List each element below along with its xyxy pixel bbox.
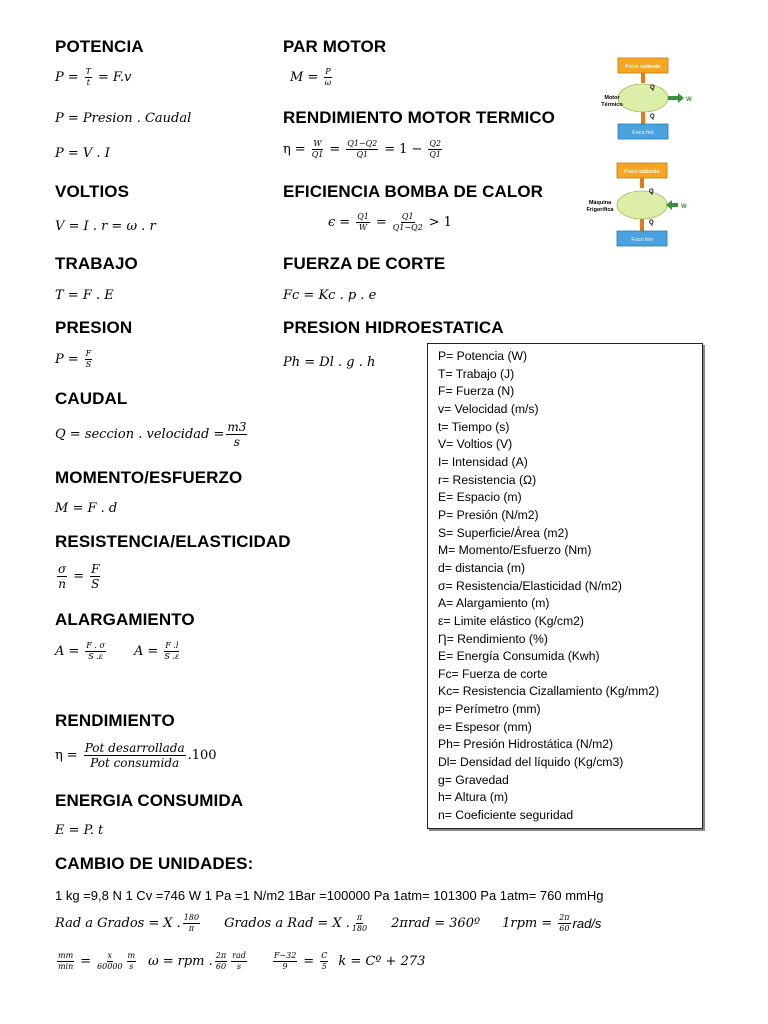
heading-presion: PRESION — [55, 318, 133, 337]
formula-fuerza-corte: Fc = Kc . p . e — [283, 288, 377, 303]
formula-momento: M = F . d — [55, 501, 118, 516]
motor-q1-arrow — [641, 73, 645, 83]
motor-termico-diagram — [590, 55, 705, 150]
formula-alargamiento: A = $\frac{F . \sigma}{S .\varepsilon}$ A = $\frac{F .l}{S .\varepsilon}$ — [55, 641, 180, 661]
motor-q1-label: Q — [650, 85, 655, 91]
formula-energia: E = P. t — [55, 823, 104, 838]
legend-item: P= Presión (N/m2) — [438, 507, 539, 522]
legend-item: A= Alargamiento (m) — [438, 596, 550, 611]
motor-label-1: Motor — [604, 95, 620, 101]
legend-item: Ph= Presión Hidrostática (N/m2) — [438, 737, 614, 752]
frig-w-arrow — [666, 200, 678, 210]
formula-potencia-trabajo: P = $\frac{T}{t}$ = F.v — [55, 67, 132, 87]
legend-item: Dl= Densidad del líquido (Kg/cm3) — [438, 755, 624, 770]
heading-cambio-unidades: CAMBIO DE UNIDADES: — [55, 854, 254, 873]
legend-item: ε= Limite elástico (Kg/cm2) — [438, 613, 584, 628]
heading-momento: MOMENTO/ESFUERZO — [55, 468, 243, 487]
legend-item: σ= Resistencia/Elasticidad (N/m2) — [438, 578, 622, 593]
legend-item: n= Coeficiente seguridad — [438, 808, 574, 823]
heading-rendimiento: RENDIMIENTO — [55, 711, 175, 730]
frig-w-label: W — [681, 204, 687, 210]
formula-potencia-caudal: P = Presion . Caudal — [55, 111, 192, 126]
heading-trabajo: TRABAJO — [55, 254, 138, 273]
heading-par-motor: PAR MOTOR — [283, 37, 387, 56]
legend-item: P= Potencia (W) — [438, 349, 528, 363]
legend-item: E= Espacio (m) — [438, 490, 522, 505]
heading-fuerza-corte: FUERZA DE CORTE — [283, 254, 446, 273]
heading-eficiencia-bomba: EFICIENCIA BOMBA DE CALOR — [283, 182, 544, 201]
formula-voltios: V = I . r = ω . r — [55, 219, 156, 234]
legend-item: h= Altura (m) — [438, 790, 509, 805]
frig-cold-label: Foco frio — [631, 237, 653, 243]
heading-alargamiento: ALARGAMIENTO — [55, 610, 195, 629]
frig-label-2: Frigorífica — [586, 207, 614, 213]
formula-velocidades: mm min = $\frac{x}{60000}$ m s ω = rpm . $\frac{2\pi}{60}$ rad s $\frac{F-32}{9}$ = $\frac{C}{5}$ k = Cº + 273 — [57, 951, 426, 971]
maquina-frigorifica-diagram — [584, 160, 704, 255]
frig-ellipse — [617, 191, 667, 219]
heading-rendimiento-motor: RENDIMIENTO MOTOR TERMICO — [283, 108, 555, 127]
heading-resistencia: RESISTENCIA/ELASTICIDAD — [55, 532, 291, 551]
formula-resistencia: $\frac{\sigma}{n}$ = $\frac{F}{S}$ — [58, 562, 100, 591]
legend-item: E= Energía Consumida (Kwh) — [438, 649, 600, 664]
legend-item: S= Superficie/Área (m2) — [438, 525, 569, 540]
legend-item: r= Resistencia (Ω) — [438, 472, 537, 487]
motor-hot-label: Foco caliente — [625, 64, 661, 70]
frig-hot-label: Foco caliente — [624, 169, 660, 175]
motor-q2-label: Q — [650, 114, 655, 120]
legend-item: d= distancia (m) — [438, 560, 526, 575]
heading-energia: ENERGIA CONSUMIDA — [55, 791, 244, 810]
formula-rad-grados: Rad a Grados = X . $\frac{180}{\pi}$ Grados a Rad = X . $\frac{\pi}{180}$ 2 πrad = 360º 1 rpm = $\frac{2\pi}{60}$ rad/s — [55, 913, 602, 933]
formula-rendimiento-motor: η = $\frac{W}{Q1}$ = $\frac{Q1-Q2}{Q1}$ = 1 − $\frac{Q2}{Q1}$ — [283, 139, 442, 159]
legend-box — [427, 343, 703, 829]
motor-label-2: Térmico — [601, 102, 623, 108]
legend-item: F= Fuerza (N) — [438, 384, 515, 399]
formula-trabajo: T = F . E — [55, 288, 114, 303]
legend-item: T= Trabajo (J) — [438, 366, 515, 381]
caudal-lhs: Q = seccion . velocidad = — [55, 427, 225, 442]
heading-potencia: POTENCIA — [55, 37, 144, 56]
formula-presion-hidro: Ph = Dl . g . h — [283, 355, 376, 370]
legend-item: e= Espesor (mm) — [438, 719, 532, 734]
motor-w-label: W — [686, 97, 692, 103]
legend-item: v= Velocidad (m/s) — [438, 401, 539, 416]
formula-eficiencia: ϵ = $\frac{Q1}{W}$ = $\frac{Q1}{Q1-Q2}$ > 1 — [328, 212, 452, 232]
legend-item: Ƞ= Rendimiento (%) — [438, 631, 548, 646]
legend-item: Fc= Fuerza de corte — [438, 666, 548, 681]
frig-q2-label: Q — [649, 220, 654, 226]
legend-item: p= Perímetro (mm) — [438, 702, 541, 717]
frig-label-1: Máquina — [588, 200, 612, 206]
legend-item: V= Voltios (V) — [438, 437, 513, 452]
heading-voltios: VOLTIOS — [55, 182, 130, 201]
motor-w-arrow — [668, 93, 684, 103]
motor-ellipse — [618, 84, 668, 112]
rend-tail: .100 — [187, 748, 217, 763]
formula-potencia-voltios: P = V . I — [55, 146, 110, 161]
legend-item: t= Tiempo (s) — [438, 419, 510, 434]
frig-q1-arrow — [640, 178, 644, 188]
units-line: 1 kg =9,8 N 1 Cv =746 W 1 Pa =1 N/m2 1Bar =100000 Pa 1atm= 101300 Pa 1atm= 760 mmHg — [55, 888, 604, 903]
heading-presion-hidro: PRESION HIDROESTATICA — [283, 318, 504, 337]
frig-q1-label: Q — [649, 189, 654, 195]
formula-rendimiento: η = Pot desarrollada Pot consumida .100 — [55, 741, 217, 770]
heading-caudal: CAUDAL — [55, 389, 128, 408]
frig-q2-arrow — [640, 219, 644, 231]
motor-cold-label: Foco frio — [632, 130, 654, 136]
kelvin-formula: k = Cº + 273 — [338, 954, 426, 969]
rend-num: Pot desarrollada — [84, 741, 185, 755]
formula-presion: P = $\frac{F}{S}$ — [55, 349, 92, 369]
rend-den: Pot consumida — [90, 756, 180, 770]
motor-q2-arrow — [641, 112, 645, 124]
formula-caudal: Q = seccion . velocidad = $\frac{m3}{s}$ — [55, 420, 247, 449]
legend-item: g= Gravedad — [438, 772, 509, 787]
legend-item: M= Momento/Esfuerzo (Nm) — [438, 543, 592, 558]
legend-item: I= Intensidad (A) — [438, 454, 528, 469]
formula-par-motor: M = $\frac{P}{\omega}$ — [290, 67, 332, 87]
legend-item: Kc= Resistencia Cizallamiento (Kg/mm2) — [438, 684, 660, 699]
